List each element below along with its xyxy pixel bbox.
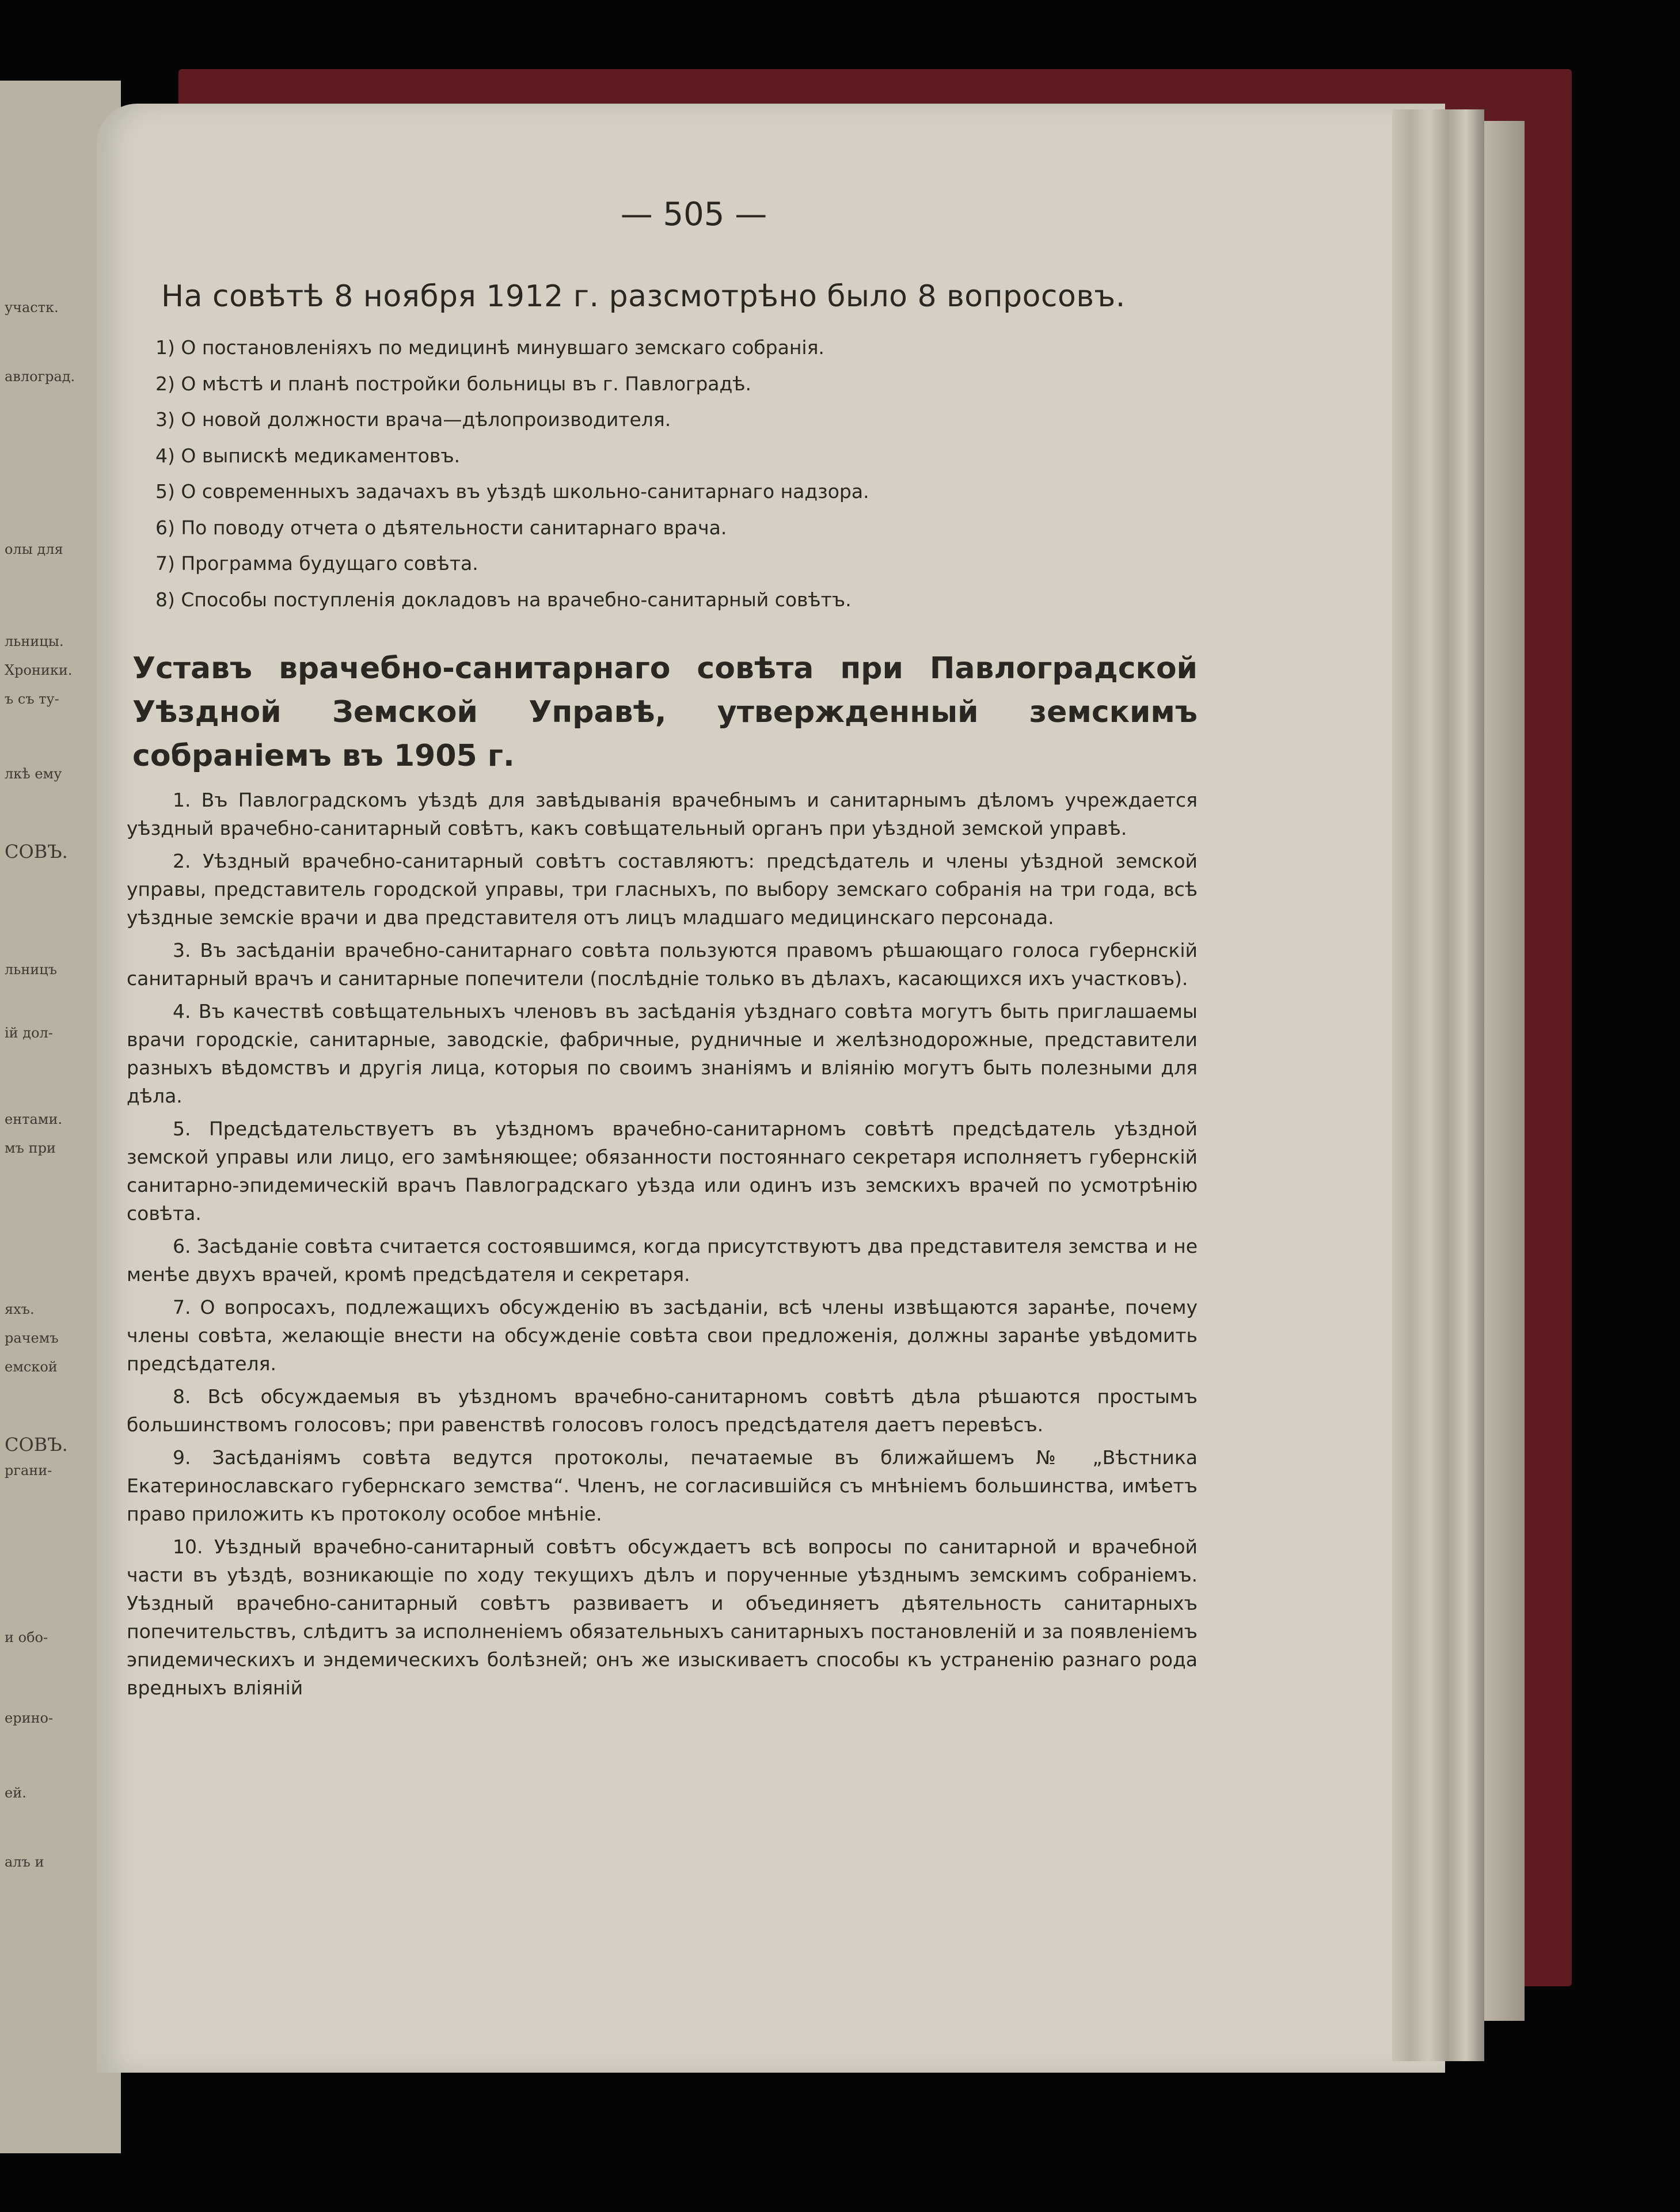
facing-text-fragment: СОВЪ. <box>5 1434 68 1455</box>
facing-text-fragment: СОВЪ. <box>5 841 68 862</box>
facing-text-fragment: ей. <box>5 1785 26 1801</box>
facing-text-fragment: рачемъ <box>5 1330 59 1346</box>
facing-text-fragment: Хроники. <box>5 662 73 678</box>
charter-paragraph: 7. О вопросахъ, подлежащихъ обсужденію въ засѣданіи, всѣ члены извѣщаются заранѣе, почему члены совѣта, желающіе внести на обсужденіе совѣта свои предложенія, должны заранѣе увѣдомить предсѣдателя. <box>127 1296 1198 1375</box>
topic-item: 4) О выпискѣ медикаментовъ. <box>155 444 461 467</box>
charter-paragraph: 3. Въ засѣданіи врачебно-санитарнаго совѣта пользуются правомъ рѣшающаго голоса губернскій санитарный врачъ и санитарные попечители (послѣдніе только въ дѣлахъ, касающихся ихъ участковъ). <box>127 939 1198 990</box>
charter-paragraph: 8. Всѣ обсуждаемыя въ уѣздномъ врачебно-санитарномъ совѣтѣ дѣла рѣшаются простымъ большинствомъ голосовъ; при равенствѣ голосовъ голосъ предсѣдателя даетъ перевѣсъ. <box>127 1385 1198 1436</box>
charter-paragraph: 1. Въ Павлоградскомъ уѣздѣ для завѣдыванія врачебнымъ и санитарнымъ дѣломъ учреждается уѣздный врачебно-санитарный совѣтъ, какъ совѣщательный органъ при уѣздной земской управѣ. <box>127 789 1198 839</box>
facing-text-fragment: лкѣ ему <box>5 766 62 782</box>
topic-item: 8) Способы поступленія докладовъ на врачебно-санитарный совѣтъ. <box>155 588 852 611</box>
cover-edge <box>1484 121 1525 2021</box>
facing-text-fragment: ерино- <box>5 1710 54 1726</box>
charter-paragraph: 9. Засѣданіямъ совѣта ведутся протоколы, печатаемые въ ближайшемъ № „Вѣстника Екатеринославскаго губернскаго земства“. Членъ, не согласившійся съ мнѣніемъ большинства, имѣетъ право приложить къ протоколу особое мнѣніе. <box>127 1446 1198 1525</box>
facing-text-fragment: емской <box>5 1359 58 1375</box>
facing-text-fragment: ій дол- <box>5 1025 53 1041</box>
charter-paragraph: 2. Уѣздный врачебно-санитарный совѣтъ составляютъ: предсѣдатель и члены уѣздной земской управы, представитель городской управы, три гласныхъ, по выбору земскаго собранія на три года, всѣ уѣздные земскіе врачи и два представителя отъ лицъ младшаго медицинскаго персонада. <box>127 850 1198 929</box>
facing-text-fragment: ъ съ ту- <box>5 691 59 707</box>
facing-text-fragment: яхъ. <box>5 1301 35 1317</box>
page-content <box>127 196 1198 1706</box>
topic-item: 1) О постановленіяхъ по медицинѣ минувшаго земскаго собранія. <box>155 336 824 359</box>
facing-text-fragment: алъ и <box>5 1854 44 1870</box>
facing-text-fragment: мъ при <box>5 1140 56 1156</box>
topic-item: 6) По поводу отчета о дѣятельности санитарнаго врача. <box>155 516 727 539</box>
charter-paragraph: 10. Уѣздный врачебно-санитарный совѣтъ обсуждаетъ всѣ вопросы по санитарной и врачебной части въ уѣздѣ, возникающіе по ходу текущихъ дѣлъ и порученные уѣзднымъ земскимъ собраніемъ. Уѣздный врачебно-санитарный совѣтъ развиваетъ и объединяетъ дѣятельность санитарныхъ попечительствъ, слѣдитъ за исполненіемъ обязательныхъ санитарныхъ постановленій и за появленіемъ эпидемическихъ и эндемическихъ болѣзней; онъ же изыскиваетъ способы къ устраненію разнаго рода вредныхъ вліяній <box>127 1536 1198 1699</box>
facing-text-fragment: ентами. <box>5 1111 63 1127</box>
facing-text-fragment: льницы. <box>5 633 64 649</box>
charter-title: Уставъ врачебно-санитарнаго совѣта при Павлоградской Уѣздной Земской Управѣ, утвержденный земскимъ собраніемъ въ 1905 г. <box>132 651 1198 773</box>
page-number: — 505 — <box>620 196 767 233</box>
charter-paragraph: 5. Предсѣдательствуетъ въ уѣздномъ врачебно-санитарномъ совѣтѣ предсѣдатель уѣздной земской управы или лицо, его замѣняющее; обязанности постояннаго секретаря исполняетъ губернскій санитарно-эпидемическій врачъ Павлоградскаго уѣзда или одинъ изъ земскихъ врачей по усмотрѣнію совѣта. <box>127 1118 1198 1225</box>
facing-text-fragment: ргани- <box>5 1462 52 1479</box>
facing-text-fragment: авлоград. <box>5 368 75 385</box>
facing-text-fragment: олы для <box>5 541 63 557</box>
topic-item: 3) О новой должности врача—дѣлопроизводителя. <box>155 408 671 431</box>
topic-item: 5) О современныхъ задачахъ въ уѣздѣ школьно-санитарнаго надзора. <box>155 480 869 503</box>
facing-text-fragment: участк. <box>5 299 59 316</box>
charter-paragraph: 4. Въ качествѣ совѣщательныхъ членовъ въ засѣданія уѣзднаго совѣта могутъ быть приглашаемы врачи городскіе, санитарные, заводскіе, фабричные, рудничные и желѣзнодорожные, представители разныхъ вѣдомствъ и другія лица, которыя по своимъ знаніямъ и вліянію могутъ быть полезными для дѣла. <box>127 1000 1198 1107</box>
facing-text-fragment: и обо- <box>5 1629 48 1645</box>
section-title: На совѣтѣ 8 ноября 1912 г. разсмотрѣно было 8 вопросовъ. <box>161 279 1126 314</box>
topic-list <box>155 330 1198 618</box>
topic-item: 2) О мѣстѣ и планѣ постройки больницы въ г. Павлоградѣ. <box>155 372 752 395</box>
topic-item: 7) Программа будущаго совѣта. <box>155 552 478 575</box>
charter-paragraph: 6. Засѣданіе совѣта считается состоявшимся, когда присутствуютъ два представителя земства и не менѣе двухъ врачей, кромѣ предсѣдателя и секретаря. <box>127 1235 1198 1286</box>
page-edges <box>1392 109 1484 2061</box>
facing-text-fragment: льницъ <box>5 961 58 978</box>
